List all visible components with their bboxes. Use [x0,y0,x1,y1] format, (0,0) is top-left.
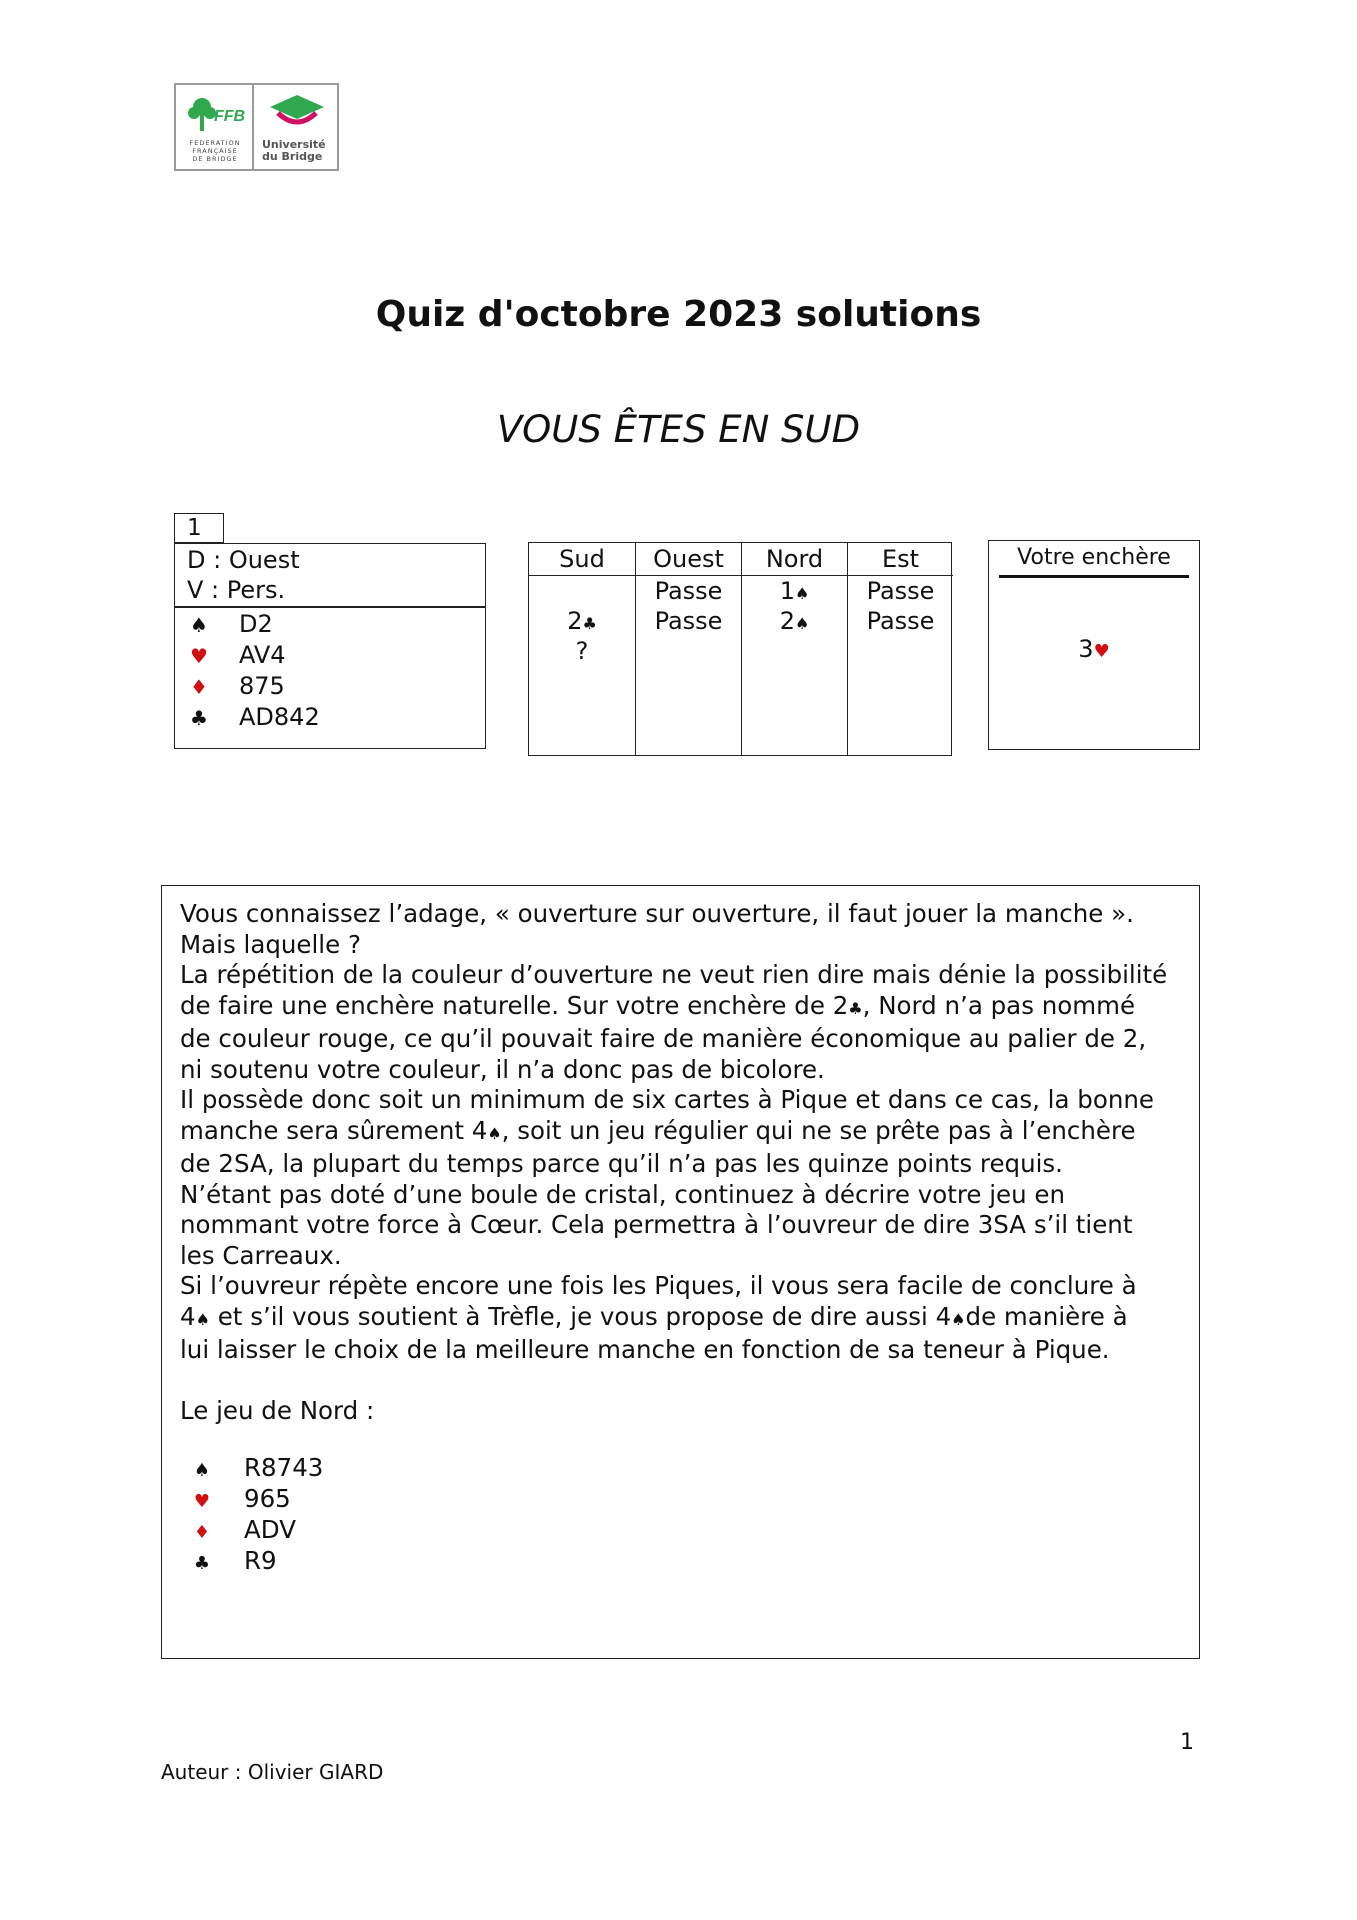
bid-cell: 2♠ [779,607,810,635]
heart-icon: ♥ [1093,641,1110,662]
votre-enchere-title: Votre enchère [1017,545,1171,570]
hand-clubs: AD842 [239,703,320,731]
bid-header-sud: Sud [529,543,635,576]
hand-spades: D2 [239,610,273,638]
bidding-table [528,542,952,756]
deal-number: 1 [174,513,224,543]
south-hand-box [174,543,486,749]
votre-enchere-underline [999,575,1189,578]
club-icon: ♣ [848,998,863,1018]
bid-column-sud [529,543,635,755]
svg-text:FFB: FFB [214,108,246,125]
nord-hearts-line: ♥ 965 [193,1484,291,1513]
votre-enchere-box [988,540,1200,750]
club-icon: ♣ [190,706,208,730]
hand-diamonds: 875 [239,672,285,700]
bid-header-nord: Nord [742,543,847,576]
bid-header-ouest: Ouest [636,543,741,576]
nord-diamonds-line: ♦ ADV [193,1515,296,1544]
page-title: Quiz d'octobre 2023 solutions [375,294,982,335]
solution-text: Vous connaissez l’adage, « ouverture sur ouverture, il faut jouer la manche ». Mais laquelle ? La répétition de la couleur d’ouverture ne veut rien dire mais dénie la possibilité de faire une enchère naturelle. Sur votre enchère de 2♣, Nord n’a pas nommé de couleur rouge, ce qu’il pouvait faire de manière économique au palier de 2, ni soutenu votre couleur, il n’a donc pas de bicolore. Il possède donc soit un minimum de six cartes à Pique et dans ce cas, la bonne manche sera sûrement 4♠, soit un jeu régulier qui ne se prête pas à l’enchère de 2SA, la plupart du temps parce qu’il n’a pas les quinze points requis. N’étant pas doté d’une boule de cristal, continuez à décrire votre jeu en nommant votre force à Cœur. Cela permettra à l’ouvreur de dire 3SA s’il tient les Carreaux. Si l’ouvreur répète encore une fois les Piques, il vous sera facile de conclure à 4♠ et s’il vous soutient à Trèfle, je vous propose de dire aussi 4♠de manière à lui laisser le choix de la meilleure manche en fonction de sa teneur à Pique. Le jeu de Nord : [180,899,1180,1427]
hand-separator [175,606,485,608]
nord-clubs-line: ♣ R9 [193,1546,277,1575]
heart-icon: ♥ [190,644,208,668]
spade-icon: ♠ [487,1123,502,1143]
ffb-subtitle: FEDERATION FRANÇAISE DE BRIDGE [189,139,241,163]
hand-hearts: AV4 [239,641,286,669]
universite-text: Université du Bridge [262,138,326,163]
logo-divider [252,85,254,169]
bid-cell: Passe [654,577,723,605]
bid-cell [529,576,635,606]
bid-column-ouest [635,543,741,755]
bid-cell: Passe [654,607,723,635]
spade-icon: ♠ [794,614,810,633]
nord-hand-label: Le jeu de Nord : [180,1396,375,1425]
heart-icon: ♥ [193,1491,211,1512]
author-footer: Auteur : Olivier GIARD [161,1760,384,1784]
bid-cell: Passe [866,607,935,635]
bid-cell: 2♣ [567,607,597,635]
page-number: 1 [1180,1730,1194,1755]
bid-cell: ? [575,637,589,665]
bid-column-nord [741,543,847,755]
page-subtitle: VOUS ÊTES EN SUD [496,408,861,451]
spade-icon: ♠ [951,1309,966,1329]
bid-header-est: Est [848,543,953,576]
nord-spades-line: ♠ R8743 [193,1453,324,1482]
votre-enchere-answer: 3♥ [1078,635,1110,663]
graduation-cap-icon [258,91,336,135]
diamond-icon: ♦ [193,1522,211,1543]
bid-column-est [847,543,953,755]
ffb-universite-logo [174,83,339,171]
bid-cell: Passe [866,577,935,605]
spade-icon: ♠ [794,584,810,603]
club-icon: ♣ [193,1553,211,1574]
spade-icon: ♠ [195,1309,210,1329]
solution-box [161,885,1200,1659]
dealer-line: D : Ouest [187,546,300,574]
bid-cell: 1♠ [779,577,810,605]
spade-icon: ♠ [193,1460,211,1481]
ffb-tree-logo-icon [184,91,248,141]
spade-icon: ♠ [190,613,208,637]
diamond-icon: ♦ [190,675,208,699]
vulnerability-line: V : Pers. [187,576,286,604]
club-icon: ♣ [582,614,597,633]
